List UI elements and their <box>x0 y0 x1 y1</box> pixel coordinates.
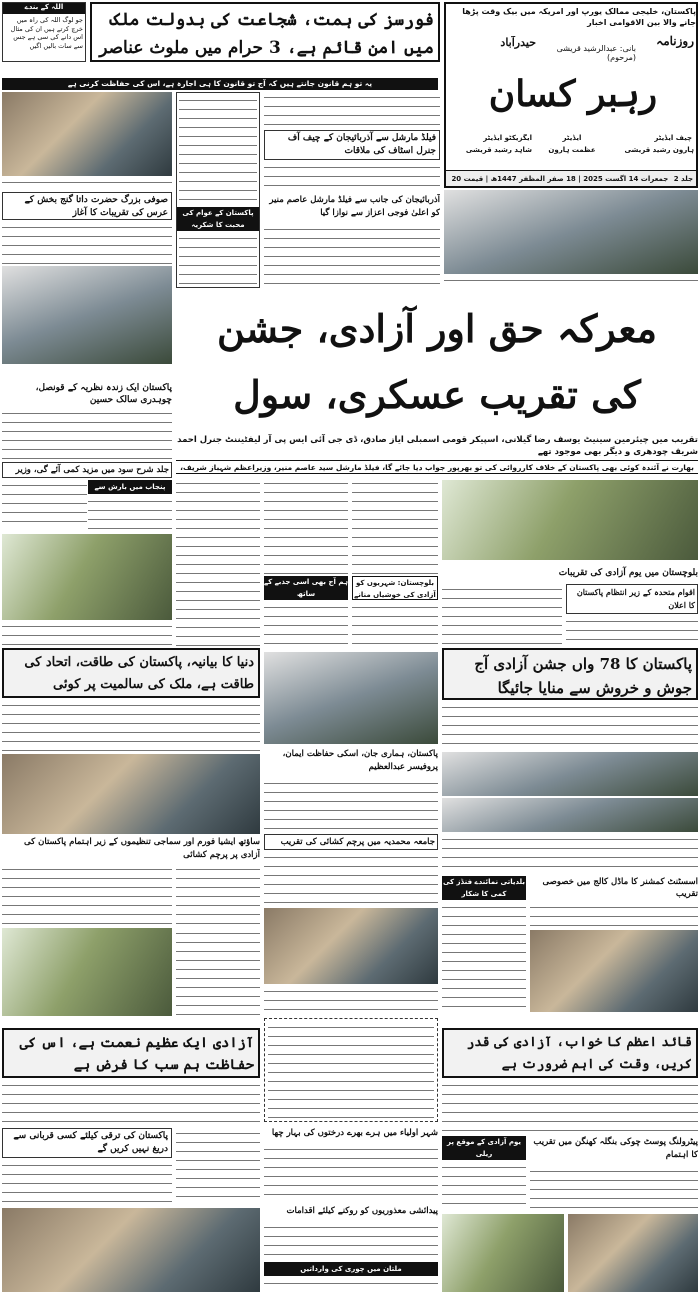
photo-rally <box>442 480 698 560</box>
left-3-body <box>2 1080 260 1124</box>
story-flag-hoisting-head: ساؤتھ ایشیا فورم اور سماجی تنظیموں کے زیر اہتمام پاکستان کی آزادی پر پرچم کشائی <box>24 837 260 860</box>
story-urs-head: صوفی بزرگ حضرت داتا گنج بخش کے عرس کی تقریبات کا آغاز <box>2 192 172 220</box>
story-interest-body <box>2 480 87 530</box>
photo-police <box>2 754 260 834</box>
photo-tree-planting <box>2 928 172 1016</box>
banner-left-3: آزادی ایک عظیم نعمت ہے، اس کی حفاظت ہم سب کا فرض ہے <box>2 1028 260 1078</box>
right-78-body <box>442 702 698 750</box>
editor-label: ایڈیٹر <box>562 134 582 142</box>
story-balochistan-body <box>352 602 438 648</box>
story-field-marshal-head: فیلڈ مارشل سے آذربائیجان کے چیف آف جنرل اسٹاف کی ملاقات <box>264 130 440 160</box>
story-urs-body <box>2 222 172 264</box>
story-sacrifice-body <box>2 1160 172 1204</box>
story-salik-body <box>2 408 172 460</box>
banner-right-78: پاکستان کا 78 واں جشن آزادی آج جوش و خروش سے منایا جائیگا <box>442 648 698 700</box>
story-disability-body <box>264 1222 438 1258</box>
story-trees-head: شہر اولیاء میں ہرے بھرے درختوں کی بہار چھا <box>271 1128 438 1138</box>
story-salik-head: پاکستان ایک زندہ نظریہ کے قونصل، چوہدری سالک حسین <box>35 383 172 405</box>
story-spirit-head: ہم آج بھی اسی جذبے کے ساتھ <box>264 578 348 598</box>
ticker: یہ تو ہم قانون جانتے ہیں کہ آج تو قانون کا ہی اجارہ ہے، اس کی حفاظت کرنی ہے <box>2 78 438 90</box>
story-jamia-body <box>264 852 438 906</box>
masthead-founder: بانی: عبدالرشید قریشی (مرحوم) <box>556 44 636 62</box>
caption-tree-planting <box>176 928 260 1016</box>
main-headline: معرکہ حق اور آزادی، جشن کی تقریب عسکری، سول <box>216 306 658 417</box>
photo-seminar <box>444 190 698 274</box>
story-trees-body <box>264 1144 438 1200</box>
banner-left-2: دنیا کا بیانیہ، پاکستان کی طاقت، اتحاد کی طاقت ہے، ملک کی سالمیت پر کوئی <box>2 648 260 698</box>
photo-leaders <box>2 92 172 176</box>
story-sacrifice-head: پاکستان کی ترقی کیلئے کسی قربانی سے دریغ نہیں کریں گے <box>2 1128 172 1158</box>
masthead-tagline: پاکستان، خلیجی ممالک یورپ اور امریکہ میں بیک وقت پڑھا جانے والا بین الاقوامی اخبار <box>462 7 696 27</box>
quote-box <box>2 2 86 62</box>
dateline <box>446 170 696 186</box>
photo-conference-2 <box>442 798 698 832</box>
story-balochistan-head: بلوچستان: شہریوں کو آزادی کی خوشیاں منانے <box>352 576 438 600</box>
left-2-side <box>176 864 260 924</box>
quote-box-text: جو لوگ اللہ کی راہ میں خرچ کرتے ہیں ان کی مثال اس دانے کی سی ہے جس سے سات بالیں اگیں <box>10 16 83 50</box>
story-r2-body <box>566 616 698 644</box>
story-assistant-commissioner-body <box>530 902 698 928</box>
volume: جلد 2 <box>673 175 693 183</box>
group-editor: شاہد رشید قریشی <box>465 146 532 154</box>
chief-editor: ہارون رشید قریشی <box>624 146 694 154</box>
masthead-rozname: روزنامہ <box>656 34 694 48</box>
story-rally-head: یوم آزادی کے موقع پر ریلی <box>442 1136 526 1160</box>
masthead <box>444 2 698 188</box>
story-local-bodies-body <box>442 902 526 1012</box>
story-rain-head: پنجاب میں بارش سے <box>88 480 172 494</box>
col-under-2 <box>264 478 348 574</box>
story-spirit-body <box>264 602 348 648</box>
story-jamia-head: جامعہ محمدیہ میں پرچم کشائی کی تقریب <box>264 834 438 850</box>
mid-col-a <box>176 92 260 288</box>
story-assistant-commissioner-head: اسسٹنٹ کمشنر کا ماڈل کالج میں خصوصی تقریب <box>542 877 698 899</box>
masthead-city: حیدرآباد <box>500 36 536 49</box>
story-patrolling-head: پیٹرولنگ پوسٹ چوکی بنگلہ کھنگن میں تقریب کا اہتمام <box>533 1137 698 1160</box>
story-flag-hoisting-body <box>2 864 172 924</box>
paper-name: رہبر کسان <box>488 73 658 115</box>
photo-caption-seminar <box>444 275 698 289</box>
story-thanks-body <box>179 233 257 285</box>
left-3-side <box>176 1128 260 1204</box>
mid-col-a-body <box>179 95 257 203</box>
main-subhead: تقریب میں چیئرمین سینیٹ یوسف رضا گیلانی، اسپیکر قومی اسمبلی ایاز صادق، ڈی جی آئی ایس پی آر لیفٹیننٹ جنرل احمد شریف چودھری و دیگر بھی موجود تھے <box>177 435 698 457</box>
story-rally-body <box>442 1162 526 1210</box>
top-banner: فورسز کی ہمت، شجاعت کی بدولت ملک میں امن قائم ہے، 3 حرام میں ملوث عناصر <box>90 2 440 62</box>
story-award-body <box>264 224 440 288</box>
story-local-bodies-head: بلدیاتی نمائندے فنڈز کی کمی کا شکار <box>442 878 526 898</box>
story-interest-head: جلد شرح سود میں مزید کمی آئے گی، وزیر <box>2 462 172 478</box>
quote-box-header: اللہ کے بندے <box>3 3 85 14</box>
photo-flag-ceremony <box>442 1214 564 1292</box>
group-editor-label: ایگزیکٹو ایڈیٹر <box>483 134 532 142</box>
story-field-marshal-body <box>264 92 440 128</box>
right-3-body <box>442 1080 698 1132</box>
mid-lower-box-body <box>268 1022 434 1118</box>
photo-police-ceremony <box>568 1214 698 1292</box>
photo-portraits-row <box>2 1208 260 1292</box>
col-under-1 <box>176 478 260 648</box>
story-award-head: آذربائیجان کی جانب سے فیلڈ مارشل عاصم منیر کو اعلیٰ فوجی اعزاز سے نوازا گیا <box>269 195 440 218</box>
photo-flag-rally <box>2 534 172 620</box>
editor: عظمت ہارون <box>548 146 596 154</box>
story-theft-head: ملتان میں چوری کی وارداتیں <box>264 1262 438 1276</box>
story-disability-head: پیدائشی معذوریوں کو روکنے کیلئے اقدامات <box>286 1206 438 1216</box>
story-professor-body <box>264 778 438 832</box>
photo-college <box>530 930 698 1012</box>
story-r2-head: اقوام متحدہ کے زیر انتظام پاکستان کا اعلان <box>566 584 698 614</box>
story-thanks-head: پاکستان کے عوام کی محبت کا شکریہ <box>177 207 259 231</box>
photo-speaker <box>2 266 172 364</box>
story-rain-body <box>88 496 172 530</box>
story-field-marshal-body-2 <box>264 162 440 192</box>
strap-line: بھارت نے آئندہ کوئی بھی پاکستان کے خلاف کارروائی کی تو بھرپور جواب دیا جائے گا، فیلڈ مارشل سید عاصم منیر، وزیراعظم شہباز شریف، <box>176 460 698 474</box>
story-theft-body <box>264 1278 438 1292</box>
caption-flag-rally <box>2 621 172 645</box>
col-under-3 <box>352 478 438 574</box>
chief-editor-label: چیف ایڈیٹر <box>654 134 692 142</box>
right-conference-body <box>442 834 698 874</box>
dateline-text: جمعرات 14 اگست 2025 | 18 صفر المظفر 1447ھ | قیمت 20 <box>451 175 669 183</box>
story-professor-head: پاکستان، ہماری جان، اسکی حفاظت ایمان، پروفیسر عبدالعظیم <box>282 749 438 772</box>
photo-gathering <box>264 908 438 984</box>
story-r1-head: بلوچستان میں یوم آزادی کی تقریبات <box>558 568 698 578</box>
caption-gathering <box>264 986 438 1014</box>
story-patrolling-body <box>530 1166 698 1210</box>
mid-lower-box <box>264 1018 438 1122</box>
banner-right-3: قائد اعظم کا خواب، آزادی کی قدر کریں، وقت کی اہم ضرورت ہے <box>442 1028 698 1078</box>
photo-conference <box>442 752 698 796</box>
caption-leaders <box>2 177 172 191</box>
photo-portrait <box>264 652 438 744</box>
story-r1-body <box>442 584 562 644</box>
left-2-body <box>2 700 260 752</box>
